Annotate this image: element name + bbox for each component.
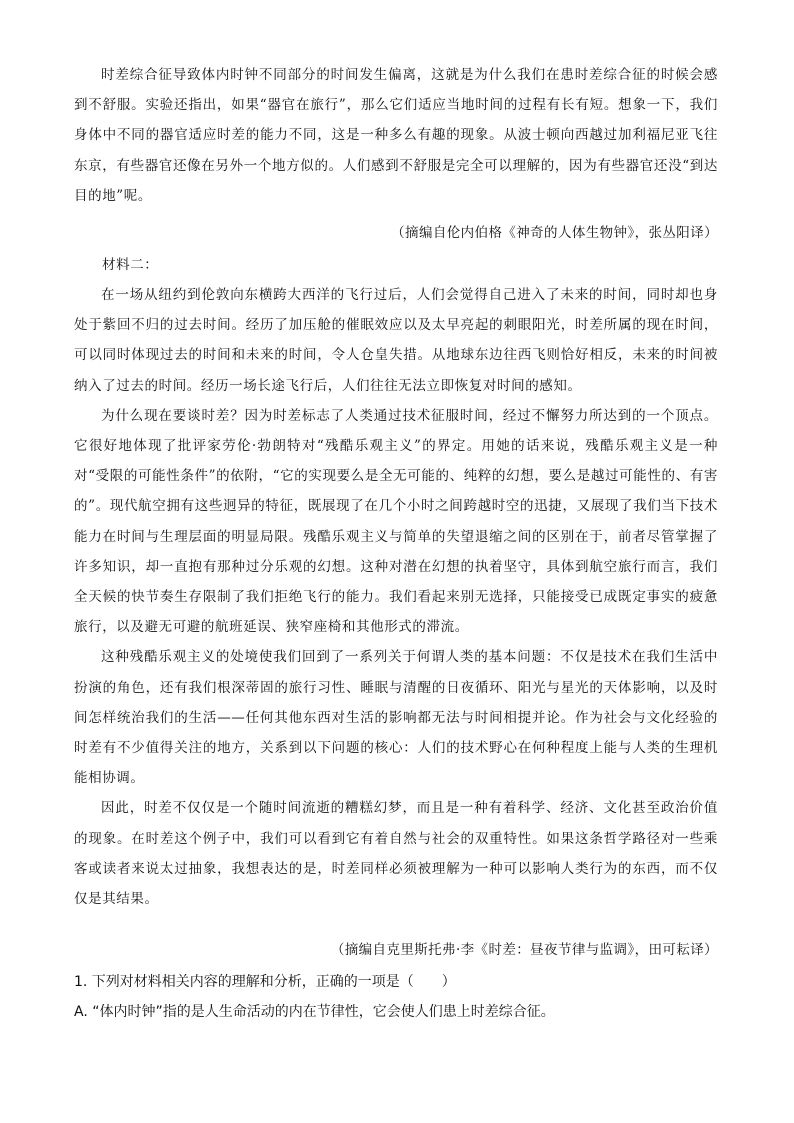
material2-source: （摘编自克里斯托弗·李《时差：昼夜节律与监调》，田可耘译） [330,942,718,958]
material2-body [74,280,718,914]
question-1-stem: 1. 下列对材料相关内容的理解和分析，正确的一项是（ ） [74,974,456,990]
material2-paragraph-4: 因此，时差不仅仅是一个随时间流逝的糟糕幻梦，而且是一种有着科学、经济、文化甚至政治价值的现象。在时差这个例子中，我们可以看到它有着自然与社会的双重特性。如果这条哲学路径对一些乘客或读者来说太过抽象，我想表达的是，时差同样必须被理解为一种可以影响人类行为的东西，而不仅仅是其结果。 [74,800,718,908]
question-1-option-a[interactable]: A. “体内时钟”指的是人生命活动的内在节律性，它会使人们患上时差综合征。 [74,1004,555,1020]
material2-paragraph-1: 在一场从纽约到伦敦向东横跨大西洋的飞行过后，人们会觉得自己进入了未来的时间，同时却也身处于紫回不归的过去时间。经历了加压舱的催眠效应以及太早亮起的刺眼阳光，时差所属的现在时间，可以同时体现过去的时间和未来的时间，令人仓皇失措。从地球东边往西飞则恰好相反，未来的时间被纳入了过去的时间。经历一场长途飞行后，人们往往无法立即恢复对时间的感知。 [74,287,718,394]
material1-block [74,60,718,211]
material1-paragraph: 时差综合征导致体内时钟不同部分的时间发生偏离，这就是为什么我们在患时差综合征的时候会感到不舒服。实验还指出，如果“器官在旅行”，那么它们适应当地时间的过程有长有短。想象一下，我们身体中不同的器官适应时差的能力不同，这是一种多么有趣的现象。从波士顿向西越过加利福尼亚飞往东京，有些器官还像在另外一个地方似的。人们感到不舒服是完全可以理解的，因为有些器官还没“到达目的地”呢。 [74,67,718,204]
material2-heading: 材料二： [102,257,159,273]
material2-paragraph-2: 为什么现在要谈时差？因为时差标志了人类通过技术征服时间，经过不懈努力所达到的一个顶点。它很好地体现了批评家劳伦·勃朗特对“残酷乐观主义”的界定。用她的话来说，残酷乐观主义是一种对“受限的可能性条件”的依附，“它的实现要么是全无可能的、纯粹的幻想，要么是越过可能性的、有害的”。现代航空拥有这些迥异的特征，既展现了在几个小时之间跨越时空的迅捷，又展现了我们当下技术能力在时间与生理层面的明显局限。残酷乐观主义与简单的失望退缩之间的区别在于，前者尽管掌握了许多知识，却一直抱有那种过分乐观的幻想。这种对潜在幻想的执着坚守，具体到航空旅行而言，我们全天候的快节奏生存限制了我们拒绝飞行的能力。我们看起来别无选择，只能接受已成既定事实的疲惫旅行，以及避无可避的航班延误、狭窄座椅和其他形式的滞流。 [74,407,718,636]
material2-paragraph-3: 这种残酷乐观主义的处境使我们回到了一系列关于何谓人类的基本问题：不仅是技术在我们生活中扮演的角色，还有我们根深蒂固的旅行习性、睡眠与清醒的日夜循环、阳光与星光的天体影响，以及时间怎样统治我们的生活——任何其他东西对生活的影响都无法与时间相提并论。作为社会与文化经验的时差有不少值得关注的地方，关系到以下问题的核心：人们的技术野心在何种程度上能与人类的生理机能相协调。 [74,649,718,787]
material1-source: （摘编自伦内伯格《神奇的人体生物钟》，张丛阳译） [391,225,718,241]
